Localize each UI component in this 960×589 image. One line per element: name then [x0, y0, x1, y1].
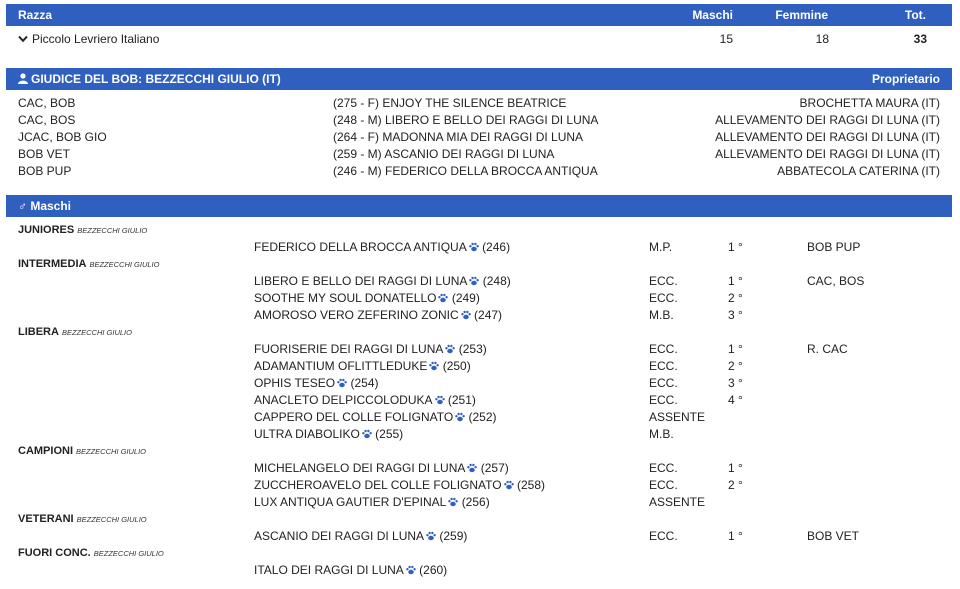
bob-judge-name: GIUDICE DEL BOB: BEZZECCHI GIULIO (IT) [31, 72, 281, 86]
class-judge: BEZZECCHI GIULIO [77, 226, 148, 235]
entry-dog[interactable] [254, 240, 510, 254]
paw-icon [445, 344, 455, 354]
entry-placement: 1 ° [728, 461, 743, 475]
entry-dog[interactable] [254, 308, 502, 322]
dog-name: ANACLETO DELPICCOLODUKA [254, 393, 433, 407]
entry-placement: 1 ° [728, 529, 743, 543]
paw-icon [426, 531, 436, 541]
entry-placement: 3 ° [728, 308, 743, 322]
paw-icon [467, 463, 477, 473]
bob-dog: (248 - M) LIBERO E BELLO DEI RAGGI DI LUNA [333, 113, 599, 127]
bob-dog: (264 - F) MADONNA MIA DEI RAGGI DI LUNA [333, 130, 584, 144]
entry-grade: M.B. [649, 308, 674, 322]
paw-icon [435, 395, 445, 405]
class-name: VETERANI [18, 513, 74, 525]
dog-name: LUX ANTIQUA GAUTIER D'EPINAL [254, 495, 447, 509]
dog-name: FEDERICO DELLA BROCCA ANTIQUA [254, 240, 467, 254]
col-total-header: Tot. [904, 8, 926, 22]
bob-owner: BROCHETTA MAURA (IT) [799, 96, 940, 110]
col-females-header: Femmine [775, 8, 828, 22]
bob-dog: (246 - M) FEDERICO DELLA BROCCA ANTIQUA [333, 164, 598, 178]
bob-owner: ALLEVAMENTO DEI RAGGI DI LUNA (IT) [715, 130, 940, 144]
entry-award: R. CAC [807, 342, 848, 356]
class-judge: BEZZECCHI GIULIO [76, 447, 147, 456]
paw-icon [455, 412, 465, 422]
entry-dog[interactable] [254, 427, 403, 441]
class-judge: BEZZECCHI GIULIO [61, 328, 132, 337]
catalog-number: (251) [447, 393, 476, 407]
class-name: CAMPIONI [18, 445, 73, 457]
entry-grade: ECC. [649, 478, 678, 492]
paw-icon [406, 565, 416, 575]
catalog-number: (246) [482, 240, 511, 254]
breed-females-count: 18 [815, 32, 829, 46]
males-title: ♂ Maschi [18, 199, 72, 213]
bob-dog: (275 - F) ENJOY THE SILENCE BEATRICE [333, 96, 567, 110]
entry-award: BOB VET [807, 529, 860, 543]
entry-dog[interactable] [254, 529, 467, 543]
entry-dog[interactable] [254, 342, 487, 356]
catalog-number: (254) [350, 376, 379, 390]
bob-judge-title [18, 72, 281, 86]
class-heading [18, 223, 147, 238]
entry-placement: 1 ° [728, 240, 743, 254]
class-name: LIBERA [18, 326, 59, 338]
catalog-number: (259) [439, 529, 468, 543]
breed-males-count: 15 [719, 32, 733, 46]
entry-placement: 1 ° [728, 342, 743, 356]
paw-icon [362, 429, 372, 439]
dog-name: ULTRA DIABOLIKO [254, 427, 360, 441]
bob-award: CAC, BOB [18, 96, 76, 110]
bob-award: CAC, BOS [18, 113, 76, 127]
dog-name: FUORISERIE DEI RAGGI DI LUNA [254, 342, 444, 356]
dog-name: SOOTHE MY SOUL DONATELLO [254, 291, 437, 305]
catalog-number: (252) [468, 410, 497, 424]
class-judge: BEZZECCHI GIULIO [93, 549, 164, 558]
class-heading [18, 325, 132, 340]
entry-dog[interactable] [254, 393, 476, 407]
entry-dog[interactable] [254, 563, 447, 577]
bob-dog: (259 - M) ASCANIO DEI RAGGI DI LUNA [333, 147, 555, 161]
breed-name: Piccolo Levriero Italiano [32, 32, 160, 46]
entry-dog[interactable] [254, 274, 511, 288]
col-males-header: Maschi [692, 8, 733, 22]
entry-grade: ECC. [649, 342, 678, 356]
paw-icon [469, 276, 479, 286]
dog-name: MICHELANGELO DEI RAGGI DI LUNA [254, 461, 466, 475]
dog-name: AMOROSO VERO ZEFERINO ZONIC [254, 308, 459, 322]
paw-icon [461, 310, 471, 320]
dog-name: ADAMANTIUM OFLITTLEDUKE [254, 359, 428, 373]
entry-grade: ECC. [649, 274, 678, 288]
bob-judge-header [6, 68, 952, 90]
class-heading [18, 444, 146, 459]
catalog-number: (248) [482, 274, 511, 288]
breed-total-count: 33 [913, 32, 927, 46]
class-heading [18, 546, 164, 561]
catalog-number: (249) [451, 291, 480, 305]
entry-dog[interactable] [254, 461, 509, 475]
class-judge: BEZZECCHI GIULIO [89, 260, 160, 269]
entry-placement: 2 ° [728, 291, 743, 305]
bob-owner: ALLEVAMENTO DEI RAGGI DI LUNA (IT) [715, 147, 940, 161]
dog-name: OPHIS TESEO [254, 376, 336, 390]
class-heading [18, 257, 159, 272]
entry-dog[interactable] [254, 495, 490, 509]
entry-placement: 3 ° [728, 376, 743, 390]
chevron-down-icon [18, 35, 28, 43]
paw-icon [504, 480, 514, 490]
paw-icon [429, 361, 439, 371]
entry-placement: 4 ° [728, 393, 743, 407]
breed-row-toggle[interactable] [18, 32, 159, 46]
entry-award: CAC, BOS [807, 274, 865, 288]
entry-grade: ASSENTE [649, 410, 706, 424]
bob-award: BOB PUP [18, 164, 72, 178]
entry-placement: 2 ° [728, 478, 743, 492]
catalog-number: (253) [458, 342, 487, 356]
entry-grade: ASSENTE [649, 495, 706, 509]
dog-name: LIBERO E BELLO DEI RAGGI DI LUNA [254, 274, 468, 288]
class-judge: BEZZECCHI GIULIO [76, 515, 147, 524]
dog-name: ASCANIO DEI RAGGI DI LUNA [254, 529, 425, 543]
males-header [6, 195, 952, 217]
dog-name: ZUCCHEROAVELO DEL COLLE FOLIGNATO [254, 478, 502, 492]
entry-placement: 1 ° [728, 274, 743, 288]
entry-award: BOB PUP [807, 240, 861, 254]
catalog-number: (250) [442, 359, 471, 373]
catalog-number: (260) [419, 563, 448, 577]
entry-grade: M.B. [649, 427, 674, 441]
entry-dog[interactable] [254, 359, 471, 373]
catalog-number: (256) [461, 495, 490, 509]
entry-dog[interactable] [254, 291, 480, 305]
entry-grade: ECC. [649, 359, 678, 373]
class-name: JUNIORES [18, 224, 75, 236]
paw-icon [337, 378, 347, 388]
catalog-number: (247) [474, 308, 503, 322]
entry-dog[interactable] [254, 376, 379, 390]
entry-placement: 2 ° [728, 359, 743, 373]
class-heading [18, 512, 147, 527]
col-breed-header: Razza [18, 8, 53, 22]
owner-header: Proprietario [871, 72, 940, 86]
entry-grade: M.P. [649, 240, 673, 254]
class-name: INTERMEDIA [18, 258, 87, 270]
paw-icon [448, 497, 458, 507]
catalog-number: (258) [516, 478, 545, 492]
paw-icon [469, 242, 479, 252]
catalog-number: (257) [480, 461, 509, 475]
breed-table-header [6, 4, 952, 26]
entry-grade: ECC. [649, 393, 678, 407]
dog-name: ITALO DEI RAGGI DI LUNA [254, 563, 404, 577]
bob-owner: ALLEVAMENTO DEI RAGGI DI LUNA (IT) [715, 113, 940, 127]
bob-owner: ABBATECOLA CATERINA (IT) [777, 164, 940, 178]
entry-grade: ECC. [649, 529, 678, 543]
entry-dog[interactable] [254, 410, 497, 424]
entry-grade: ECC. [649, 376, 678, 390]
dog-name: CAPPERO DEL COLLE FOLIGNATO [254, 410, 454, 424]
user-icon [18, 73, 28, 84]
entry-grade: ECC. [649, 461, 678, 475]
class-name: FUORI CONC. [18, 547, 91, 559]
bob-award: JCAC, BOB GIO [18, 130, 107, 144]
bob-award: BOB VET [18, 147, 71, 161]
entry-dog[interactable] [254, 478, 545, 492]
entry-grade: ECC. [649, 291, 678, 305]
paw-icon [438, 293, 448, 303]
catalog-number: (255) [375, 427, 404, 441]
